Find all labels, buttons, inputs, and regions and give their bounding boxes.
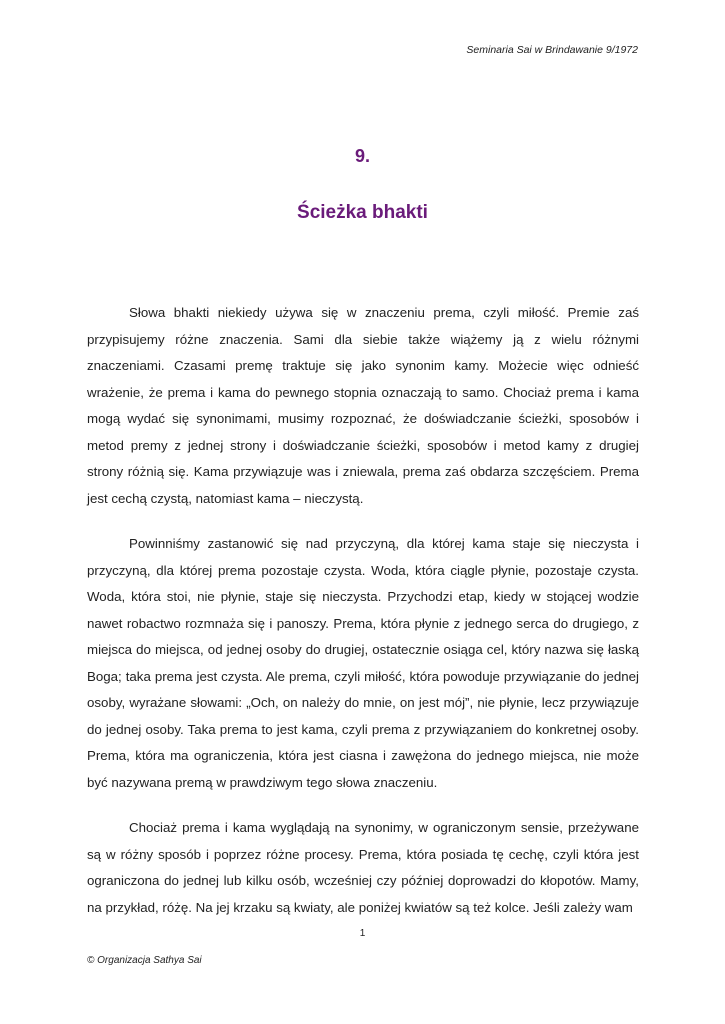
- running-header: Seminaria Sai w Brindawanie 9/1972: [466, 44, 638, 56]
- chapter-title: Ścieżka bhakti: [297, 202, 428, 223]
- paragraph: Słowa bhakti niekiedy używa się w znaczeniu prema, czyli miłość. Premie zaś przypisujemy różne znaczenia. Sami dla siebie także wiążemy ją z wielu różnymi znaczeniami. Czasami premę traktuje się jako synonim kamy. Możecie więc odnieść wrażenie, że prema i kama do pewnego stopnia oznaczają to samo. Chociaż prema i kama mogą wydać się synonimami, musimy rozpoznać, że doświadczanie ścieżki, sposobów i metod premy z jednej strony i doświadczanie ścieżki, sposobów i metod kamy z drugiej strony różnią się. Kama przywiązuje was i zniewala, prema zaś obdarza szczęściem. Prema jest cechą czystą, natomiast kama – nieczystą.: [87, 305, 639, 506]
- footer-copyright: © Organizacja Sathya Sai: [87, 955, 202, 966]
- paragraph: Chociaż prema i kama wyglądają na synonimy, w ograniczonym sensie, przeżywane są w różny sposób i poprzez różne procesy. Prema, która posiada tę cechę, czyli która jest ograniczona do jednej lub kilku osób, wcześniej czy później doprowadzi do kłopotów. Mamy, na przykład, różę. Na jej krzaku są kwiaty, ale poniżej kwiatów są też kolce. Jeśli zależy wam: [87, 820, 639, 915]
- paragraph: Powinniśmy zastanowić się nad przyczyną, dla której kama staje się nieczysta i przyczyną, dla której prema pozostaje czysta. Woda, która ciągle płynie, pozostaje czysta. Woda, która stoi, nie płynie, staje się nieczysta. Przychodzi etap, kiedy w stojącej wodzie nawet robactwo rozmnaża się i panoszy. Prema, która płynie z jednego serca do drugiego, z miejsca do miejsca, od jednej osoby do drugiej, ostatecznie osiąga cel, który nazwa się łaską Boga; taka prema jest czysta. Ale prema, czyli miłość, która powoduje przywiązanie do jednej osoby, wyrażane słowami: „Och, on należy do mnie, on jest mój”, nie płynie, lecz przywiązuje do jednej osoby. Taka prema to jest kama, czyli prema z przywiązaniem do konkretnej osoby. Prema, która ma ograniczenia, która jest ciasna i zawężona do jednego miejsca, nie może być nazywana premą w prawdziwym tego słowa znaczeniu.: [87, 536, 639, 790]
- page-number: 1: [359, 928, 366, 939]
- chapter-number: 9.: [354, 146, 370, 166]
- body-text: [87, 300, 639, 940]
